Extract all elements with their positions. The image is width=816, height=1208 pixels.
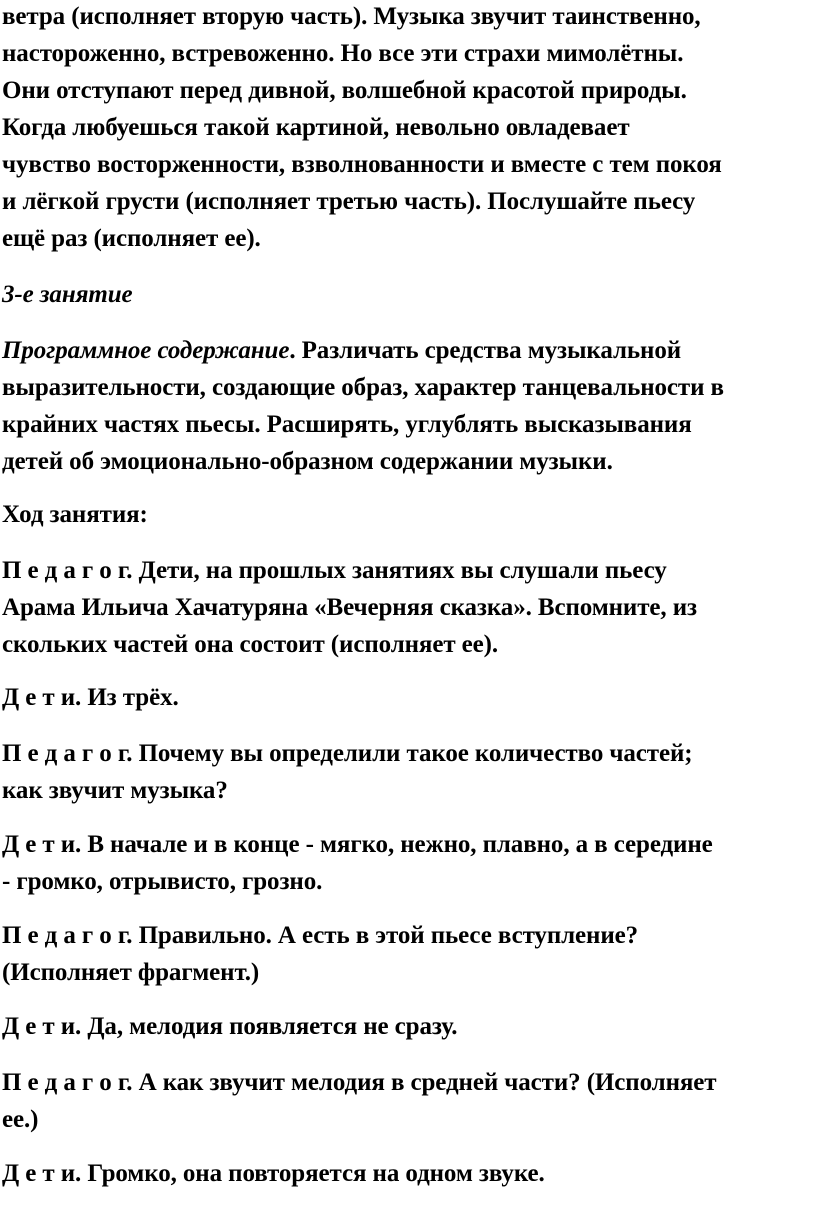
program-label: Программное содержание [2, 337, 290, 364]
text-line: скольких частей она состоит (исполняет ее). [2, 631, 499, 658]
text-line: Они отступают перед дивной, волшебной красотой природы. [2, 77, 687, 104]
speaker-label: Д е т и. [2, 1160, 82, 1187]
dialog-teacher-3 [2, 917, 814, 991]
speaker-label: П е д а г о г. [2, 740, 133, 767]
text-line: крайних частях пьесы. Расширять, углублять высказывания [2, 411, 692, 438]
dialog-children-2 [2, 826, 814, 900]
text-line: как звучит музыка? [2, 777, 228, 804]
text-line: - громко, отрывисто, грозно. [2, 868, 323, 895]
program-paragraph [2, 332, 814, 480]
dialog-teacher-2 [2, 735, 814, 809]
text-line: Почему вы определили такое количество частей; [132, 740, 693, 767]
speaker-label: Д е т и. [2, 1013, 82, 1040]
text-line: Различать средства музыкальной [295, 337, 682, 364]
text-line: настороженно, встревоженно. Но все эти страхи мимолётны. [2, 40, 684, 67]
text-line: (Исполняет фрагмент.) [2, 959, 260, 986]
text-line: ещё раз (исполняет ее). [2, 225, 261, 252]
text-line: детей об эмоционально-образном содержании музыки. [2, 448, 613, 475]
dialog-children-3 [2, 1008, 814, 1045]
text-line: Арама Ильича Хачатуряна «Вечерняя сказка». Вспомните, из [2, 594, 697, 621]
dialog-teacher-1 [2, 552, 814, 663]
text-line: выразительности, создающие образ, характер танцевальности в [2, 374, 724, 401]
text-line: Дети, на прошлых занятиях вы слушали пьесу [132, 557, 667, 584]
text-line: и лёгкой грусти (исполняет третью часть). Послушайте пьесу [2, 188, 696, 215]
speaker-label: П е д а г о г. [2, 557, 133, 584]
progress-heading: Ход занятия: [2, 501, 148, 528]
text-line: Когда любуешься такой картиной, невольно овладевает [2, 114, 630, 141]
text-line: В начале и в конце - мягко, нежно, плавно, а в середине [81, 831, 713, 858]
dialog-children-4 [2, 1155, 814, 1192]
text-line: Громко, она повторяется на одном звуке. [81, 1160, 545, 1187]
text-line: Да, мелодия появляется не сразу. [81, 1013, 458, 1040]
text-line: ветра (исполняет вторую часть). Музыка звучит таинственно, [2, 3, 701, 30]
speaker-label: Д е т и. [2, 831, 82, 858]
dialog-teacher-4 [2, 1064, 814, 1138]
speaker-label: П е д а г о г. [2, 922, 133, 949]
intro-paragraph [2, 0, 814, 257]
text-line: чувство восторженности, взволнованности и вместе с тем покоя [2, 151, 722, 178]
text-line: Правильно. А есть в этой пьесе вступление? [132, 922, 639, 949]
speaker-label: П е д а г о г. [2, 1069, 133, 1096]
speaker-label: Д е т и. [2, 684, 82, 711]
dialog-children-1 [2, 679, 814, 716]
program-label-end: . [289, 337, 296, 364]
text-line: А как звучит мелодия в средней части? (Исполняет [132, 1069, 717, 1096]
text-line: Из трёх. [81, 684, 179, 711]
text-line: ее.) [2, 1106, 39, 1133]
lesson-heading: 3-е занятие [2, 281, 133, 308]
